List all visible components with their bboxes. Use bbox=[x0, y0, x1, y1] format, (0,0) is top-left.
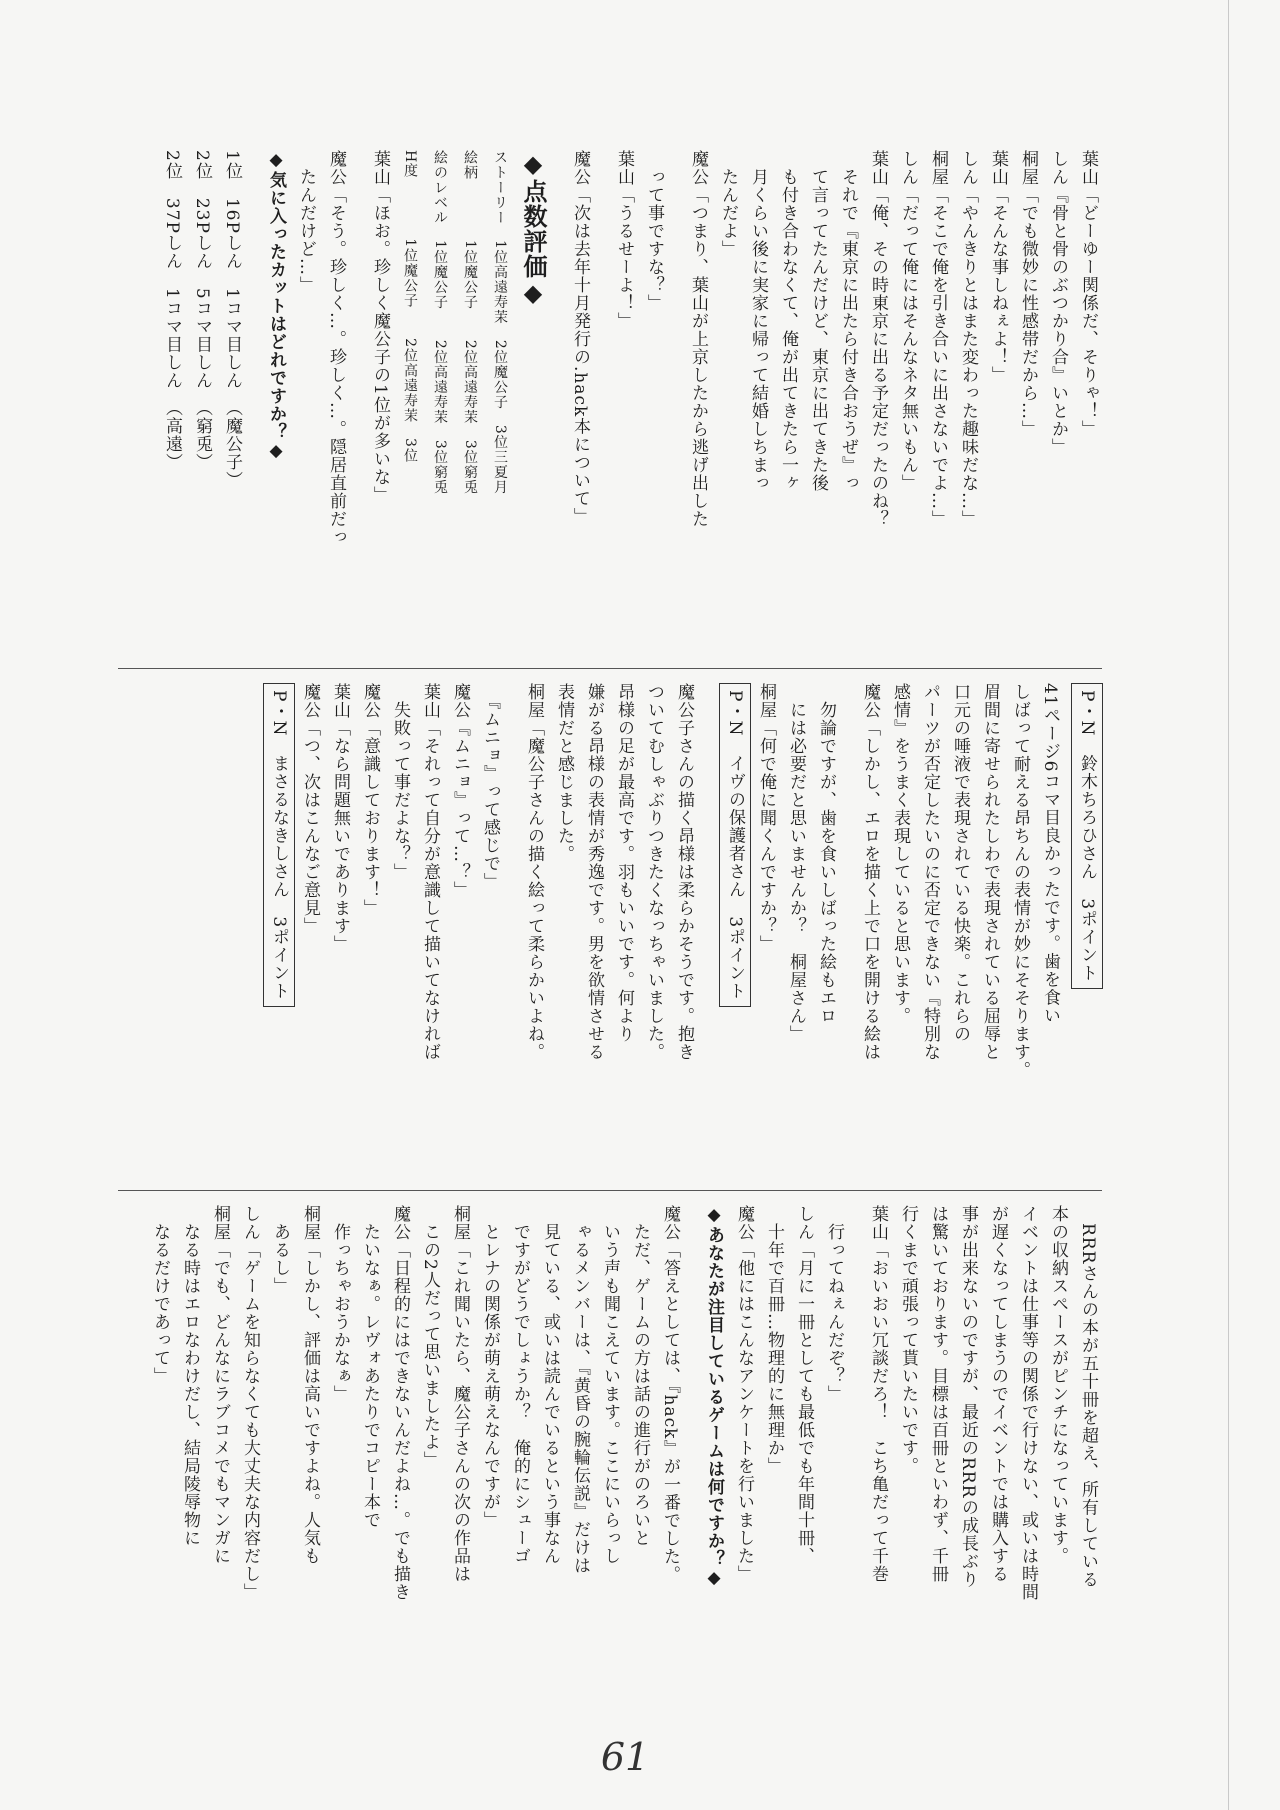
dialogue-line: 桐屋「何で俺に聞くんですか？」 bbox=[756, 683, 776, 953]
dialogue-line: 桐屋「でも、どんなにラブコメでもマンガに bbox=[210, 1205, 230, 1565]
dialogue-line: 魔公「意識しております！」 bbox=[360, 683, 380, 917]
pn-label-box: P・N まさるなきしさん 3ポイント bbox=[263, 683, 295, 1007]
page-number: 61 bbox=[600, 1735, 650, 1779]
dialogue-line: 作っちゃおうかなぁ」 bbox=[330, 1205, 350, 1403]
comment-line: 事が出来ないのですが、最近のRRRの成長ぶり bbox=[958, 1205, 978, 1589]
dialogue-line: あるし」 bbox=[270, 1205, 290, 1295]
comment-line: イベントは仕事等の関係で行けない、或いは時間 bbox=[1018, 1205, 1038, 1601]
dialogue-line: 魔公「つ、次はこんなご意見」 bbox=[300, 683, 320, 935]
dialogue-line: 魔公「しかし、エロを描く上で口を開ける絵は bbox=[860, 683, 880, 1061]
dialogue-line: 葉山「そんな事しねぇよ！」 bbox=[988, 150, 1008, 384]
pn-label bbox=[1065, 683, 1103, 1183]
dialogue-line: 葉山「なら問題無いであります」 bbox=[330, 683, 350, 953]
comment-line: 口元の唾液で表現されている快楽。これらの bbox=[950, 683, 970, 1043]
section-divider bbox=[118, 668, 1102, 669]
dialogue-line: なるだけであって」 bbox=[150, 1205, 170, 1385]
dialogue-line: 月くらい後に実家に帰って結婚しちまっ bbox=[748, 150, 768, 492]
pn-label-box: P・N イヴの保護者さん 3ポイント bbox=[719, 683, 751, 1007]
dialogue-line: とレナの関係が萌え萌えなんですが」 bbox=[480, 1205, 500, 1529]
comment-line: ついてむしゃぶりつきたくなっちゃいました。 bbox=[644, 683, 664, 1061]
band-top bbox=[118, 150, 1103, 650]
comment-line: 昂様の足が最高です。羽もいいです。何より bbox=[614, 683, 634, 1043]
dialogue-line: 葉山「俺、その時東京に出る予定だったのね？ bbox=[868, 150, 888, 528]
page-edge-line bbox=[1228, 0, 1229, 1810]
dialogue-line: って事ですな？」 bbox=[644, 150, 664, 312]
dialogue-line: 桐屋「しかし、評価は高いですよね。人気も bbox=[300, 1205, 320, 1565]
dialogue-line: 葉山「ほお。珍しく魔公子の1位が多いな」 bbox=[370, 150, 390, 504]
dialogue-line: 行ってねぇんだぞ？」 bbox=[824, 1205, 844, 1403]
dialogue-line: も付き合わなくて、俺が出てきたら一ヶ bbox=[778, 150, 798, 492]
dialogue-line: 魔公『ムニョ』って…？」 bbox=[450, 683, 470, 899]
dialogue-line: 葉山「うるせーよ！」 bbox=[614, 150, 634, 330]
dialogue-line: この2人だって思いましたよ」 bbox=[420, 1205, 440, 1469]
comment-line: 感情』をうまく表現していると思います。 bbox=[890, 683, 910, 1025]
dialogue-line: たんだよ」 bbox=[718, 150, 738, 258]
comment-line: しばって耐える昂ちんの表情が妙にそそります。 bbox=[1010, 683, 1030, 1079]
pn-label bbox=[257, 683, 295, 1183]
band-middle bbox=[118, 683, 1103, 1183]
dialogue-line: 魔公「次は去年十月発行の.hack本について」 bbox=[570, 150, 590, 526]
dialogue-line: 桐屋「これ聞いたら、魔公子さんの次の作品は bbox=[450, 1205, 470, 1583]
dialogue-line: 魔公「つまり、葉山が上京したから逃げ出した bbox=[688, 150, 708, 528]
comment-line: 行くまで頑張って貰いたいです。 bbox=[898, 1205, 918, 1475]
dialogue-line: 魔公「答えとしては、『hack』が一番でした。 bbox=[660, 1205, 680, 1584]
score-row: ストーリー 1位高遠寿茉 2位魔公子 3位三夏月 bbox=[492, 150, 508, 495]
dialogue-line: しん「ゲームを知らなくても大丈夫な内容だし」 bbox=[240, 1205, 260, 1601]
comment-line: が遅くなってしまうのでイベントでは購入する bbox=[988, 1205, 1008, 1583]
dialogue-line: 桐屋「魔公子さんの描く絵って柔らかいよね。 bbox=[524, 683, 544, 1061]
dialogue-line: 見ている、或いは読んでいるという事なん bbox=[540, 1205, 560, 1565]
dialogue-line: しん「月に一冊としても最低でも年間十冊、 bbox=[794, 1205, 814, 1565]
dialogue-line: それで『東京に出たら付き合おうぜ』っ bbox=[838, 150, 858, 492]
dialogue-line: なる時はエロなわけだし、結局陵辱物に bbox=[180, 1205, 200, 1547]
dialogue-line: ただ、ゲームの方は話の進行がのろいと bbox=[630, 1205, 650, 1547]
cut-row: 1位 16Pしん 1コマ目しん （魔公子） bbox=[222, 150, 242, 490]
dialogue-line: しん「やんきりとはまた変わった趣味だな…」 bbox=[958, 150, 978, 528]
dialogue-line: 魔公「日程的にはできないんだよね…。でも描き bbox=[390, 1205, 410, 1601]
score-heading: ◆点数評価◆ bbox=[519, 150, 547, 308]
dialogue-line: 十年で百冊…物理的に無理か」 bbox=[764, 1205, 784, 1475]
dialogue-line: 魔公「そう。珍しく…。珍しく…。隠居直前だっ bbox=[326, 150, 346, 546]
dialogue-line: 桐屋「でも微妙に性感帯だから…」 bbox=[1018, 150, 1038, 438]
pn-label bbox=[713, 683, 751, 1183]
dialogue-line: ですがどうでしょうか？ 俺的にシューゴ bbox=[510, 1205, 530, 1565]
dialogue-line: ゃるメンバーは、『黄昏の腕輪伝説』だけは bbox=[570, 1205, 590, 1575]
score-row: 絵のレベル 1位魔公子 2位高遠寿茉 3位窮兎 bbox=[432, 150, 448, 495]
section-divider bbox=[118, 1190, 1102, 1191]
comment-line: RRRさんの本が五十冊を超え、所有している bbox=[1078, 1205, 1098, 1589]
score-row: H度 1位魔公子 2位高遠寿茉 3位 bbox=[402, 150, 418, 463]
dialogue-line: 桐屋「そこで俺を引き合いに出さないでよ…」 bbox=[928, 150, 948, 528]
dialogue-line: いう声も聞こえています。ここにいらっし bbox=[600, 1205, 620, 1565]
comment-line: 表情だと感じました。 bbox=[554, 683, 574, 863]
dialogue-line: たいなぁ。レヴォあたりでコピー本で bbox=[360, 1205, 380, 1529]
dialogue-line: 魔公「他にはこんなアンケートを行いました」 bbox=[734, 1205, 754, 1583]
comment-line: 本の収納スペースがピンチになっています。 bbox=[1048, 1205, 1068, 1565]
dialogue-line: 葉山「どーゆー関係だ、そりゃ！」 bbox=[1078, 150, 1098, 438]
comment-line: パーツが否定したいのに否定できない『特別な bbox=[920, 683, 940, 1061]
cut-row: 2位 23Pしん 5コマ目しん （窮兎） bbox=[192, 150, 212, 472]
cut-heading: ◆気に入ったカットはどれですか？◆ bbox=[266, 150, 286, 462]
dialogue-line: 勿論ですが、歯を食いしばった絵もエロ bbox=[816, 683, 836, 1025]
dialogue-line: 葉山「それって自分が意識して描いてなければ bbox=[420, 683, 440, 1061]
dialogue-line: 『ムニョ』って感じで」 bbox=[480, 683, 500, 891]
score-row: 絵柄 1位魔公子 2位高遠寿茉 3位窮兎 bbox=[462, 150, 478, 495]
comment-line: は驚いております。目標は百冊といわず、千冊 bbox=[928, 1205, 948, 1583]
comment-line: 41ページ6コマ目良かったです。歯を食い bbox=[1040, 683, 1060, 1025]
dialogue-line: 失敗って事だよな？」 bbox=[390, 683, 410, 881]
comment-line: 眉間に寄せられたしわで表現されている屈辱と bbox=[980, 683, 1000, 1061]
dialogue-line: たんだけど…」 bbox=[296, 150, 316, 294]
band-bottom bbox=[118, 1205, 1103, 1710]
pn-label-box: P・N 鈴木ちろひさん 3ポイント bbox=[1071, 683, 1103, 989]
game-heading: ◆あなたが注目しているゲームは何ですか？◆ bbox=[704, 1205, 724, 1589]
dialogue-line: 葉山「おいおい冗談だろ！ こち亀だって千巻 bbox=[868, 1205, 888, 1583]
dialogue-line: には必要だと思いませんか？ 桐屋さん」 bbox=[786, 683, 806, 1043]
cut-row: 2位 37Pしん 1コマ目しん （高遠） bbox=[162, 150, 182, 472]
comment-line: 魔公子さんの描く昂様は柔らかそうです。抱き bbox=[674, 683, 694, 1061]
dialogue-line: しん『骨と骨のぶつかり合』いとか」 bbox=[1048, 150, 1068, 456]
dialogue-line: しん「だって俺にはそんなネタ無いもん」 bbox=[898, 150, 918, 492]
comment-line: 嫌がる昂様の表情が秀逸です。男を欲情させる bbox=[584, 683, 604, 1061]
dialogue-line: て言ってたんだけど、東京に出てきた後 bbox=[808, 150, 828, 492]
